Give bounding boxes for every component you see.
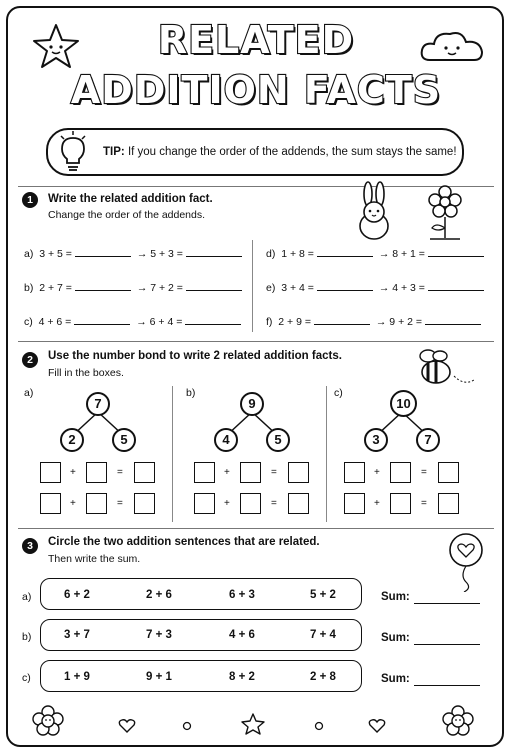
bond-c-whole: 10 xyxy=(390,390,417,417)
divider xyxy=(18,186,494,187)
section-1-number: 1 xyxy=(22,192,38,208)
answer-box[interactable] xyxy=(134,462,155,483)
sentence[interactable]: 7 + 4 xyxy=(310,629,336,641)
sum-answer-line[interactable] xyxy=(414,603,480,604)
answer-blank[interactable] xyxy=(317,246,373,257)
plus-sign: + xyxy=(374,498,380,509)
plus-sign: + xyxy=(224,498,230,509)
bond-a-part-2: 5 xyxy=(112,428,136,452)
dot-icon xyxy=(182,721,192,731)
dot-icon xyxy=(314,721,324,731)
answer-box[interactable] xyxy=(194,493,215,514)
star-icon xyxy=(240,712,266,736)
bond-b-part-1: 4 xyxy=(214,428,238,452)
bond-c-label: c) xyxy=(334,387,343,399)
heart-icon xyxy=(368,718,386,734)
heart-balloon-icon xyxy=(446,530,490,592)
fact-b: b) 2 + 7 = → 7 + 2 = xyxy=(24,280,245,294)
flower-icon xyxy=(30,704,66,742)
flower-pot-icon xyxy=(424,184,466,242)
section-2-subtitle: Fill in the boxes. xyxy=(48,367,124,379)
bond-b-label: b) xyxy=(186,387,196,399)
flower-icon xyxy=(440,704,476,742)
answer-box[interactable] xyxy=(438,462,459,483)
section-3-subtitle: Then write the sum. xyxy=(48,553,141,565)
sentence[interactable]: 9 + 1 xyxy=(146,671,172,683)
answer-box[interactable] xyxy=(344,493,365,514)
answer-blank[interactable] xyxy=(186,246,242,257)
plus-sign: + xyxy=(224,467,230,478)
bunny-icon xyxy=(350,180,398,242)
bond-c-part-1: 3 xyxy=(364,428,388,452)
section-3-number: 3 xyxy=(22,538,38,554)
fact-a: a) 3 + 5 = → 5 + 3 = xyxy=(24,246,245,260)
row-b-label: b) xyxy=(22,631,32,643)
fact-d: d) 1 + 8 = → 8 + 1 = xyxy=(266,246,487,260)
sentence[interactable]: 1 + 9 xyxy=(64,671,90,683)
row-a-label: a) xyxy=(22,591,32,603)
heart-icon xyxy=(118,718,136,734)
answer-box[interactable] xyxy=(288,462,309,483)
answer-box[interactable] xyxy=(40,493,61,514)
answer-blank[interactable] xyxy=(74,314,130,325)
column-divider xyxy=(252,240,253,332)
divider xyxy=(18,341,494,342)
equals-sign: = xyxy=(117,498,123,509)
column-divider xyxy=(326,386,327,522)
answer-box[interactable] xyxy=(86,462,107,483)
plus-sign: + xyxy=(70,498,76,509)
equals-sign: = xyxy=(271,467,277,478)
sentence[interactable]: 4 + 6 xyxy=(229,629,255,641)
fact-f: f) 2 + 9 = → 9 + 2 = xyxy=(266,314,484,328)
answer-blank[interactable] xyxy=(428,246,484,257)
bond-b-whole: 9 xyxy=(240,392,264,416)
answer-box[interactable] xyxy=(40,462,61,483)
answer-blank[interactable] xyxy=(317,280,373,291)
sentence[interactable]: 2 + 6 xyxy=(146,589,172,601)
answer-box[interactable] xyxy=(86,493,107,514)
smiling-cloud-icon xyxy=(418,26,488,66)
sum-label: Sum: xyxy=(381,591,410,603)
bee-icon xyxy=(414,346,478,392)
bond-b-part-2: 5 xyxy=(266,428,290,452)
section-2-title: Use the number bond to write 2 related addition facts. xyxy=(48,350,342,362)
answer-box[interactable] xyxy=(134,493,155,514)
tip-text xyxy=(103,146,457,158)
equals-sign: = xyxy=(421,498,427,509)
answer-box[interactable] xyxy=(288,493,309,514)
section-1-title: Write the related addition fact. xyxy=(48,193,213,205)
sentence[interactable]: 8 + 2 xyxy=(229,671,255,683)
bond-c-part-2: 7 xyxy=(416,428,440,452)
answer-blank[interactable] xyxy=(314,314,370,325)
fact-e: e) 3 + 4 = → 4 + 3 = xyxy=(266,280,487,294)
answer-blank[interactable] xyxy=(75,246,131,257)
section-3-title: Circle the two addition sentences that are related. xyxy=(48,536,320,548)
answer-box[interactable] xyxy=(344,462,365,483)
fact-c: c) 4 + 6 = → 6 + 4 = xyxy=(24,314,244,328)
sentence[interactable]: 7 + 3 xyxy=(146,629,172,641)
smiling-star-icon xyxy=(30,22,82,70)
column-divider xyxy=(172,386,173,522)
bond-a-whole: 7 xyxy=(86,392,110,416)
plus-sign: + xyxy=(70,467,76,478)
equals-sign: = xyxy=(421,467,427,478)
answer-blank[interactable] xyxy=(186,280,242,291)
bond-a-label: a) xyxy=(24,387,34,399)
sum-label: Sum: xyxy=(381,673,410,685)
answer-box[interactable] xyxy=(438,493,459,514)
tip-body: If you change the order of the addends, the sum stays the same! xyxy=(127,146,457,158)
sentence[interactable]: 3 + 7 xyxy=(64,629,90,641)
row-c-label: c) xyxy=(22,672,31,684)
answer-blank[interactable] xyxy=(428,280,484,291)
answer-box[interactable] xyxy=(390,493,411,514)
sentence[interactable]: 6 + 3 xyxy=(229,589,255,601)
plus-sign: + xyxy=(374,467,380,478)
title-line-2: ADDITION FACTS xyxy=(70,68,442,112)
section-1-subtitle: Change the order of the addends. xyxy=(48,209,206,221)
answer-blank[interactable] xyxy=(425,314,481,325)
equals-sign: = xyxy=(117,467,123,478)
section-2-number: 2 xyxy=(22,352,38,368)
sum-label: Sum: xyxy=(381,632,410,644)
answer-box[interactable] xyxy=(390,462,411,483)
divider xyxy=(18,528,494,529)
sentence[interactable]: 5 + 2 xyxy=(310,589,336,601)
answer-blank[interactable] xyxy=(185,314,241,325)
answer-box[interactable] xyxy=(240,462,261,483)
bond-a-part-1: 2 xyxy=(60,428,84,452)
sum-answer-line[interactable] xyxy=(414,644,480,645)
title-line-1: RELATED xyxy=(157,18,355,62)
sentence[interactable]: 2 + 8 xyxy=(310,671,336,683)
answer-box[interactable] xyxy=(240,493,261,514)
tip-label: TIP: xyxy=(103,146,125,158)
equals-sign: = xyxy=(271,498,277,509)
answer-box[interactable] xyxy=(194,462,215,483)
sentence[interactable]: 6 + 2 xyxy=(64,589,90,601)
lightbulb-icon xyxy=(56,130,90,174)
answer-blank[interactable] xyxy=(75,280,131,291)
sum-answer-line[interactable] xyxy=(414,685,480,686)
